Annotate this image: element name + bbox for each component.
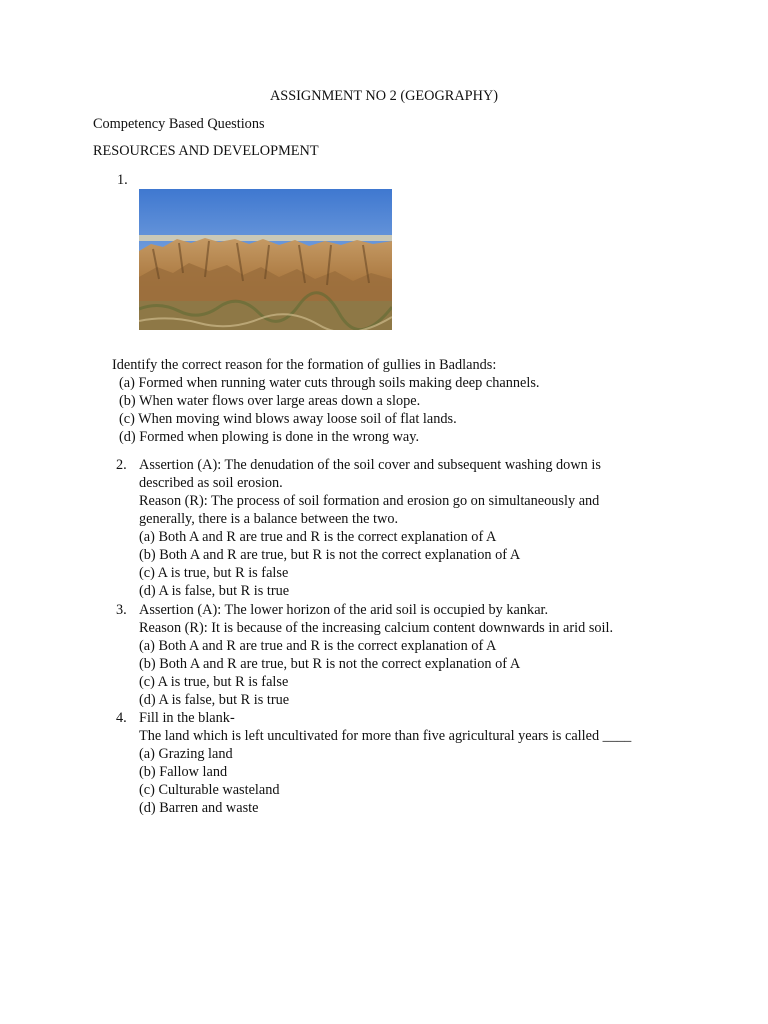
question-4-line-2: The land which is left uncultivated for more than five agricultural years is called ____: [139, 728, 632, 744]
question-3-option-b: (b) Both A and R are true, but R is not the correct explanation of A: [139, 656, 521, 672]
document-title: ASSIGNMENT NO 2 (GEOGRAPHY): [269, 88, 499, 104]
question-2-line-2: described as soil erosion.: [139, 475, 283, 491]
badlands-photo: [139, 189, 392, 330]
question-4-line-1: Fill in the blank-: [139, 710, 235, 726]
question-2-number: 2.: [116, 457, 127, 473]
question-1-option-b: (b) When water flows over large areas down a slope.: [119, 393, 421, 409]
question-3-line-2: Reason (R): It is because of the increasing calcium content downwards in arid soil.: [139, 620, 614, 636]
question-4-option-c: (c) Culturable wasteland: [139, 782, 280, 798]
question-2-option-c: (c) A is true, but R is false: [139, 565, 289, 581]
chapter-heading: RESOURCES AND DEVELOPMENT: [93, 143, 319, 159]
question-1-option-c: (c) When moving wind blows away loose soil of flat lands.: [119, 411, 457, 427]
question-1-option-d: (d) Formed when plowing is done in the wrong way.: [119, 429, 420, 445]
question-2-option-d: (d) A is false, but R is true: [139, 583, 290, 599]
document-subtitle: Competency Based Questions: [93, 116, 265, 132]
question-3-option-c: (c) A is true, but R is false: [139, 674, 289, 690]
question-2-option-b: (b) Both A and R are true, but R is not the correct explanation of A: [139, 547, 521, 563]
question-2-line-4: generally, there is a balance between the two.: [139, 511, 399, 527]
question-3-option-a: (a) Both A and R are true and R is the correct explanation of A: [139, 638, 497, 654]
question-3-number: 3.: [116, 602, 127, 618]
question-4-option-d: (d) Barren and waste: [139, 800, 259, 816]
question-3-option-d: (d) A is false, but R is true: [139, 692, 290, 708]
question-4-option-b: (b) Fallow land: [139, 764, 228, 780]
question-1-stem: Identify the correct reason for the formation of gullies in Badlands:: [112, 357, 497, 373]
question-4-number: 4.: [116, 710, 127, 726]
question-2-line-3: Reason (R): The process of soil formation and erosion go on simultaneously and: [139, 493, 600, 509]
question-4-option-a: (a) Grazing land: [139, 746, 233, 762]
question-1-number: 1.: [117, 172, 128, 188]
question-2-line-1: Assertion (A): The denudation of the soil cover and subsequent washing down is: [139, 457, 601, 473]
question-1-option-a: (a) Formed when running water cuts through soils making deep channels.: [119, 375, 540, 391]
question-3-line-1: Assertion (A): The lower horizon of the arid soil is occupied by kankar.: [139, 602, 549, 618]
question-2-option-a: (a) Both A and R are true and R is the correct explanation of A: [139, 529, 497, 545]
